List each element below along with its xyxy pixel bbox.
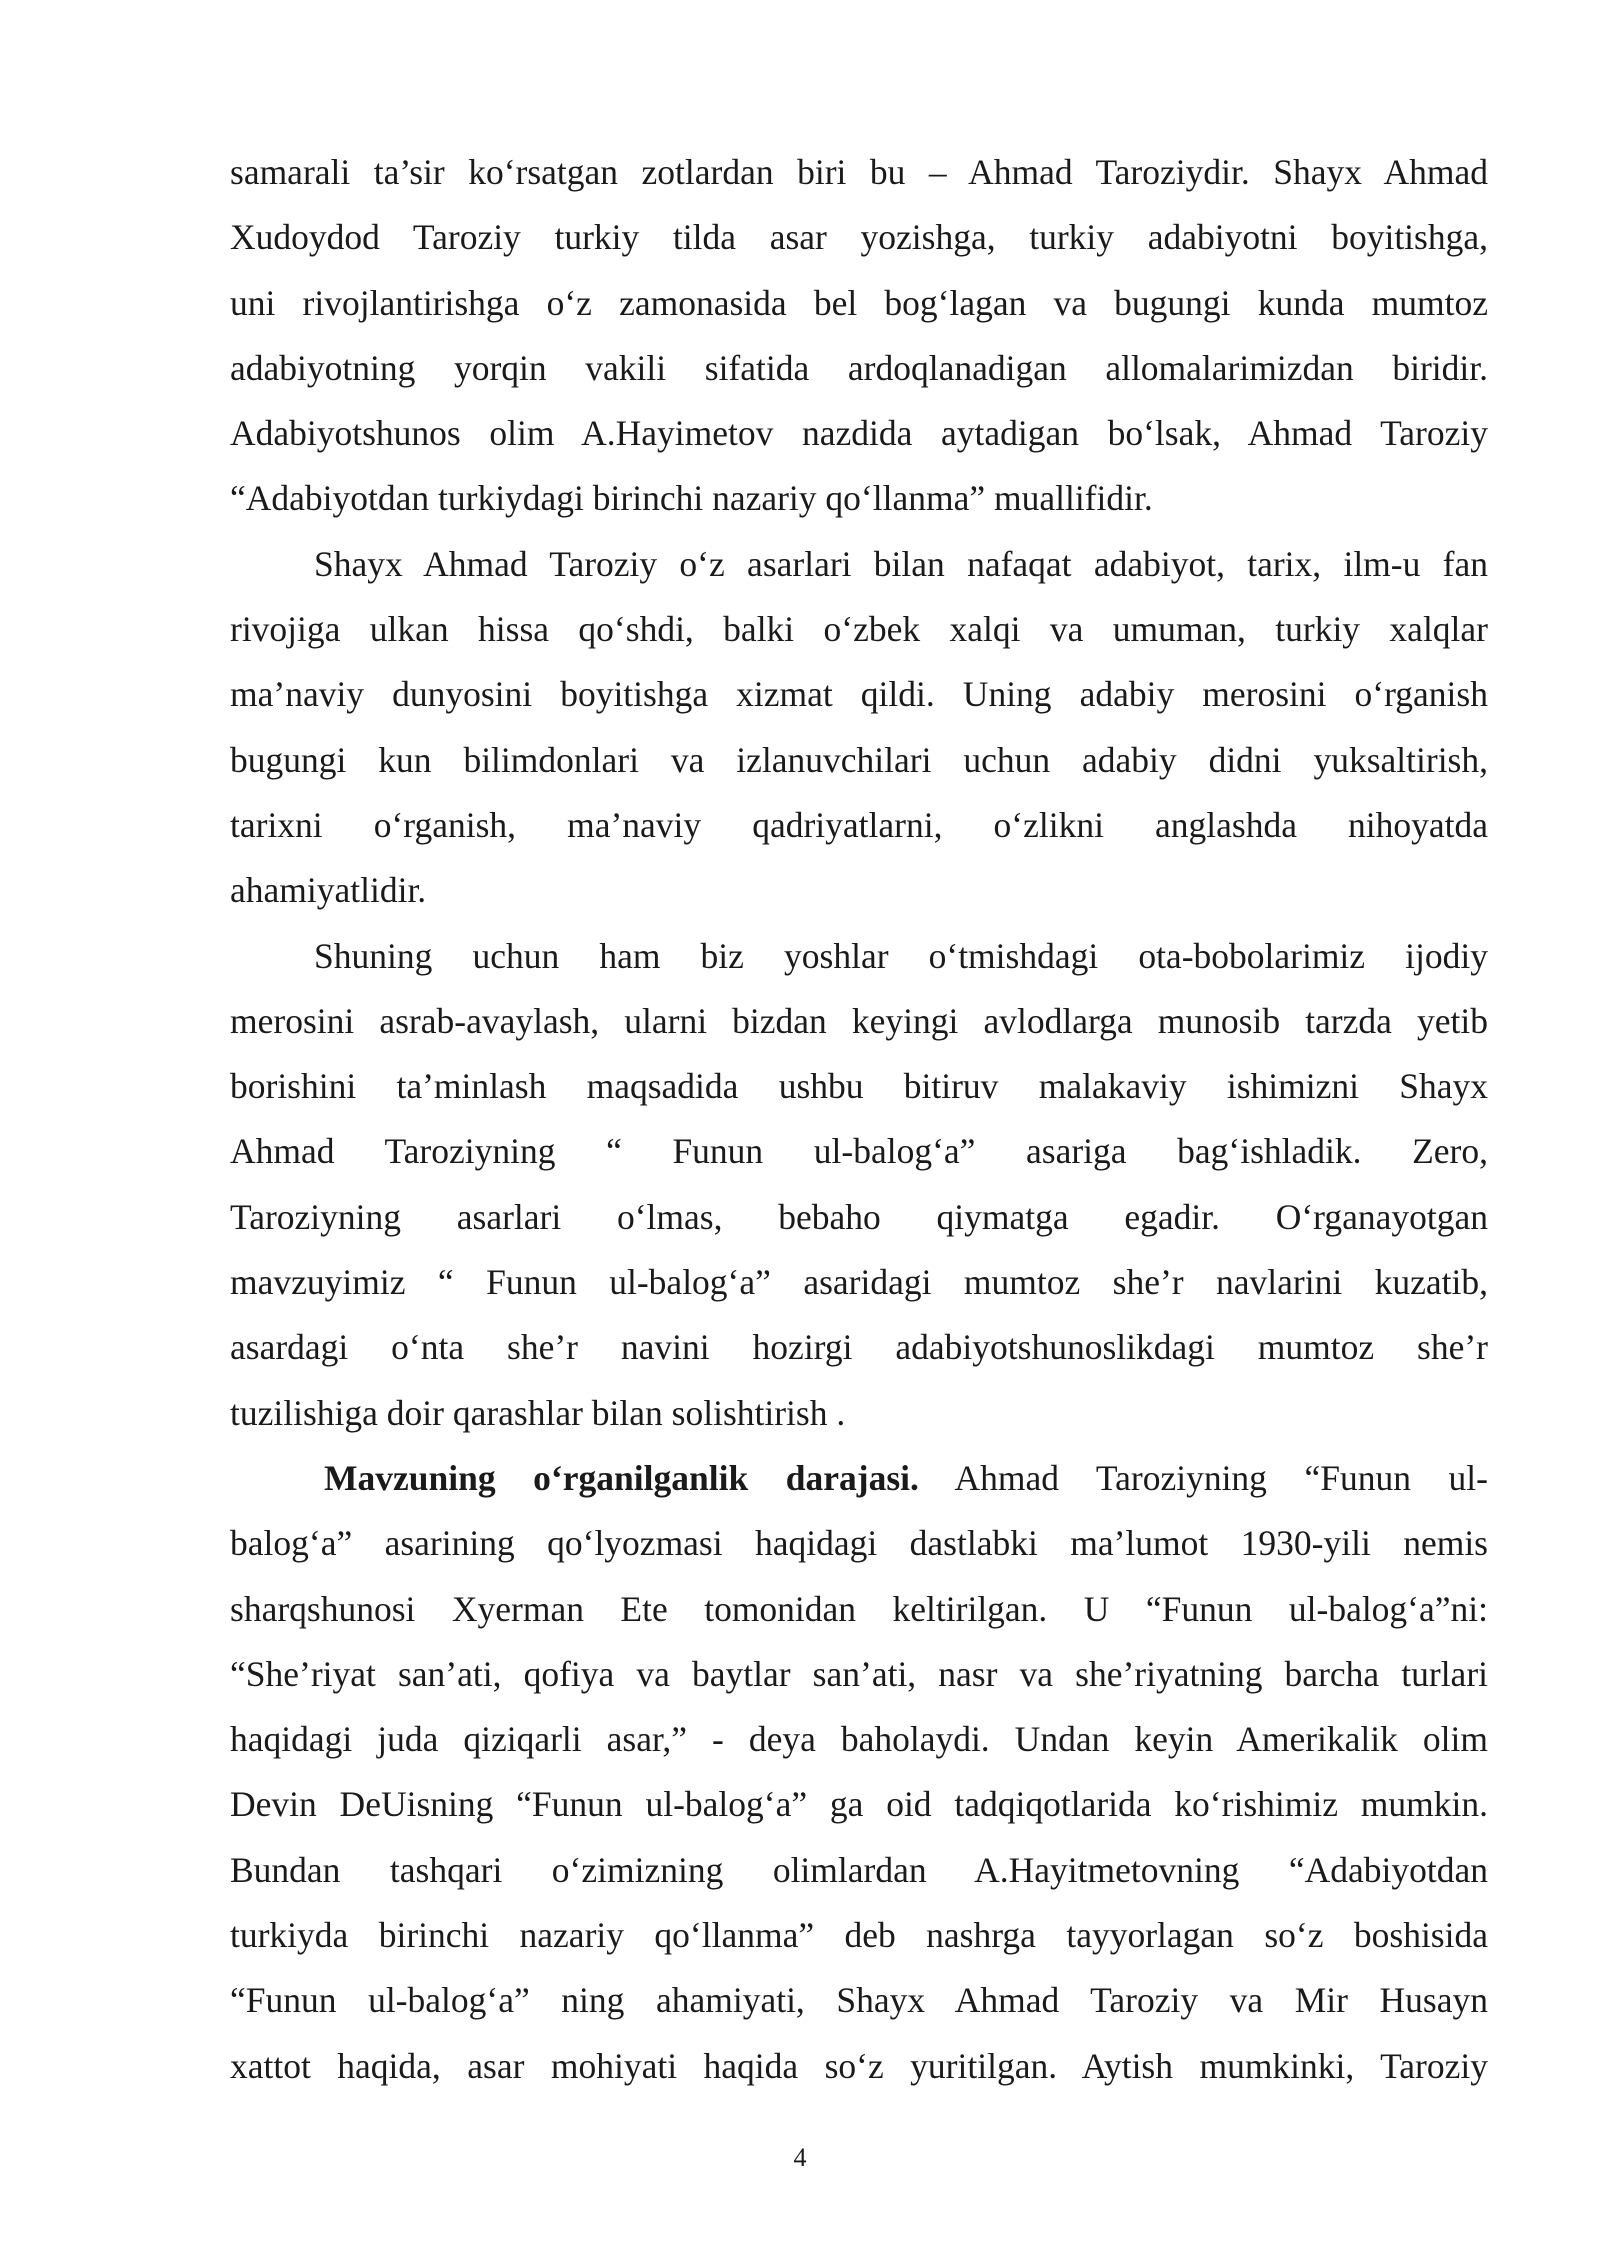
paragraph-first-line: Shayx Ahmad Taroziy o‘z asarlari bilan nafaqat adabiyot, tarix, ilm-u fan — [314, 543, 1488, 584]
text-line: “She’riyat san’ati, qofiya va baytlar san’ati, nasr va she’riyatning barcha turlari — [230, 1653, 1488, 1694]
text-line: ahamiyatlidir. — [230, 870, 427, 911]
text-line: merosini asrab-avaylash, ularni bizdan keyingi avlodlarga munosib tarzda yetib — [230, 1000, 1488, 1041]
text-line: Taroziyning asarlari o‘lmas, bebaho qiymatga egadir. O‘rganayotgan — [230, 1196, 1488, 1237]
text-line: bugungi kun bilimdonlari va izlanuvchilari uchun adabiy didni yuksaltirish, — [230, 739, 1488, 780]
text-line: Bundan tashqari o‘zimizning olimlardan A.Hayitmetovning “Adabiyotdan — [230, 1849, 1488, 1890]
text-line: turkiyda birinchi nazariy qo‘llanma” deb nashrga tayyorlagan so‘z boshisida — [230, 1915, 1488, 1956]
text-line: “Adabiyotdan turkiydagi birinchi nazariy qo‘llanma” muallifidir. — [230, 478, 1153, 519]
text-line: Xudoydod Taroziy turkiy tilda asar yozishga, turkiy adabiyotni boyitishga, — [230, 217, 1488, 258]
text-line: tuzilishiga doir qarashlar bilan solishtirish . — [230, 1392, 846, 1433]
text-line: tarixni o‘rganish, ma’naviy qadriyatlarni, o‘zlikni anglashda nihoyatda — [230, 804, 1488, 845]
section-heading: Mavzuning o‘rganilganlik darajasi. — [324, 1457, 919, 1498]
paragraph-first-line: Shuning uchun ham biz yoshlar o‘tmishdagi ota-bobolarimiz ijodiy — [314, 935, 1488, 976]
text-line: Ahmad Taroziyning “ Funun ul-balog‘a” asariga bag‘ishladik. Zero, — [230, 1131, 1488, 1172]
text-line: uni rivojlantirishga o‘z zamonasida bel bog‘lagan va bugungi kunda mumtoz — [230, 282, 1488, 323]
section-heading-line — [230, 1446, 1488, 1511]
text-line: haqidagi juda qiziqarli asar,” - deya baholaydi. Undan keyin Amerikalik olim — [230, 1719, 1488, 1760]
text-line: sharqshunosi Xyerman Ete tomonidan keltirilgan. U “Funun ul-balog‘a”ni: — [230, 1588, 1488, 1629]
text-line: xattot haqida, asar mohiyati haqida so‘z yuritilgan. Aytish mumkinki, Taroziy — [230, 2045, 1488, 2086]
text-line: asardagi o‘nta she’r navini hozirgi adabiyotshunoslikdagi mumtoz she’r — [230, 1327, 1488, 1368]
text-line: Devin DeUisning “Funun ul-balog‘a” ga oid tadqiqotlarida ko‘rishimiz mumkin. — [230, 1784, 1488, 1825]
text-line: “Funun ul-balog‘a” ning ahamiyati, Shayx Ahmad Taroziy va Mir Husayn — [230, 1980, 1488, 2021]
text-line: Adabiyotshunos olim A.Hayimetov nazdida aytadigan bo‘lsak, Ahmad Taroziy — [230, 413, 1488, 454]
text-line: borishini ta’minlash maqsadida ushbu bitiruv malakaviy ishimizni Shayx — [230, 1066, 1488, 1107]
text-line: balog‘a” asarining qo‘lyozmasi haqidagi dastlabki ma’lumot 1930-yili nemis — [230, 1523, 1488, 1564]
text-line: samarali ta’sir ko‘rsatgan zotlardan biri bu – Ahmad Taroziydir. Shayx Ahmad — [230, 152, 1488, 192]
text-line: mavzuyimiz “ Funun ul-balog‘a” asaridagi mumtoz she’r navlarini kuzatib, — [230, 1262, 1488, 1303]
heading-continuation: Ahmad Taroziyning “Funun ul- — [918, 1457, 1488, 1498]
document-body — [230, 140, 1488, 2099]
text-line: adabiyotning yorqin vakili sifatida ardoqlanadigan allomalarimizdan biridir. — [230, 347, 1488, 388]
page-number: 4 — [793, 2143, 807, 2172]
text-line: ma’naviy dunyosini boyitishga xizmat qildi. Uning adabiy merosini o‘rganish — [230, 674, 1488, 715]
text-line: rivojiga ulkan hissa qo‘shdi, balki o‘zbek xalqi va umuman, turkiy xalqlar — [230, 609, 1488, 650]
